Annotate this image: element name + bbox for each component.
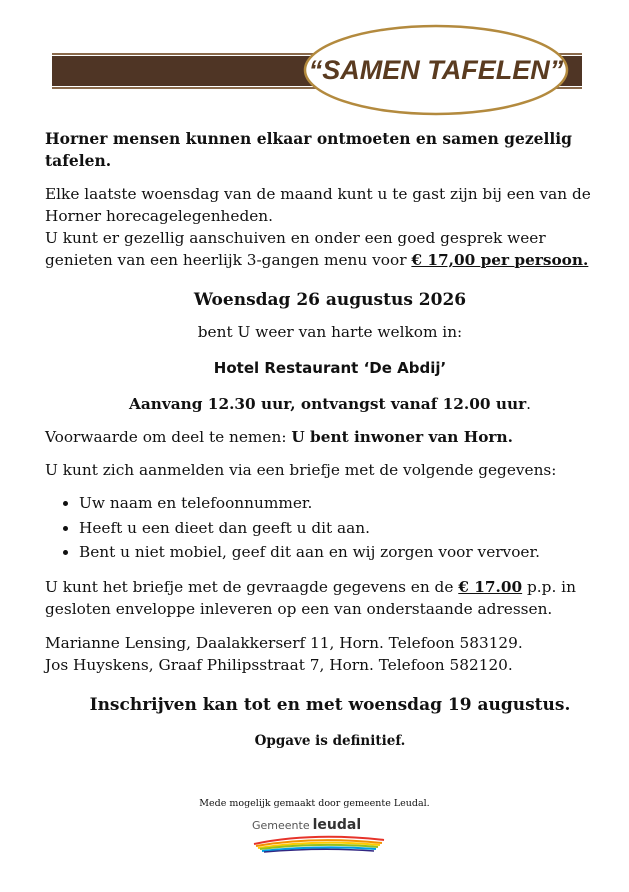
list-item: • Uw naam en telefoonnummer. [79, 491, 615, 516]
logo-swoosh-icon [252, 814, 386, 854]
delivery-price: € 17.00 [458, 577, 523, 596]
signup-intro: U kunt zich aanmelden via een briefje met de volgende gegevens: [45, 461, 557, 479]
condition-line [45, 426, 615, 448]
welcome-text: bent U weer van harte welkom in: [197, 323, 463, 341]
delivery-suffix: p.p. in gesloten enveloppe inleveren op een van onderstaande adressen. [45, 577, 576, 618]
banner-title: “SAMEN TAFELEN” [308, 55, 564, 85]
intro-line-2: U kunt er gezellig aanschuiven en onder een goed gesprek weer genieten van een heerlijk 3-gangen menu voor [45, 229, 546, 269]
letter-body [45, 120, 615, 752]
banner-graphic [52, 20, 582, 116]
delivery-prefix: U kunt het briefje met de gevraagde gegevens en de [45, 577, 459, 596]
leudal-logo [252, 814, 386, 854]
deadline-text: Inschrijven kan tot en met woensdag 19 augustus. [89, 694, 571, 715]
credit-line: Mede mogelijk gemaakt door gemeente Leudal. [199, 798, 430, 809]
start-time [45, 393, 615, 415]
logo-big-text: leudal [312, 817, 362, 833]
event-date: Woensdag 26 augustus 2026 [193, 290, 467, 310]
price-per-person: € 17,00 per persoon. [411, 251, 589, 269]
headline: Horner mensen kunnen elkaar ontmoeten en samen gezellig tafelen. [45, 129, 572, 170]
logo-small-text: Gemeente [252, 819, 310, 832]
address-line: Marianne Lensing, Daalakkerserf 11, Horn. Telefoon 583129. [45, 633, 523, 652]
start-time-text: Aanvang 12.30 uur, ontvangst vanaf 12.00 uur [128, 395, 527, 413]
list-item: • Heeft u een dieet dan geeft u dit aan. [79, 516, 615, 541]
header-banner [52, 20, 582, 116]
condition-bold: U bent inwoner van Horn. [291, 428, 513, 446]
definitief-text: Opgave is definitief. [254, 732, 406, 749]
intro-line-1: Elke laatste woensdag van de maand kunt u te gast zijn bij een van de Horner horecagelegenheden. [45, 185, 591, 225]
address-block [45, 632, 615, 676]
venue-name: Hotel Restaurant ‘De Abdij’ [213, 359, 447, 377]
intro-paragraph [45, 183, 615, 271]
list-item: • Bent u niet mobiel, geef dit aan en wij zorgen voor vervoer. [79, 540, 615, 565]
delivery-paragraph [45, 576, 615, 620]
start-time-suffix: . [526, 395, 532, 413]
requirements-list [45, 491, 615, 565]
condition-prefix: Voorwaarde om deel te nemen: [45, 428, 292, 446]
address-line: Jos Huyskens, Graaf Philipsstraat 7, Horn. Telefoon 582120. [45, 655, 513, 674]
